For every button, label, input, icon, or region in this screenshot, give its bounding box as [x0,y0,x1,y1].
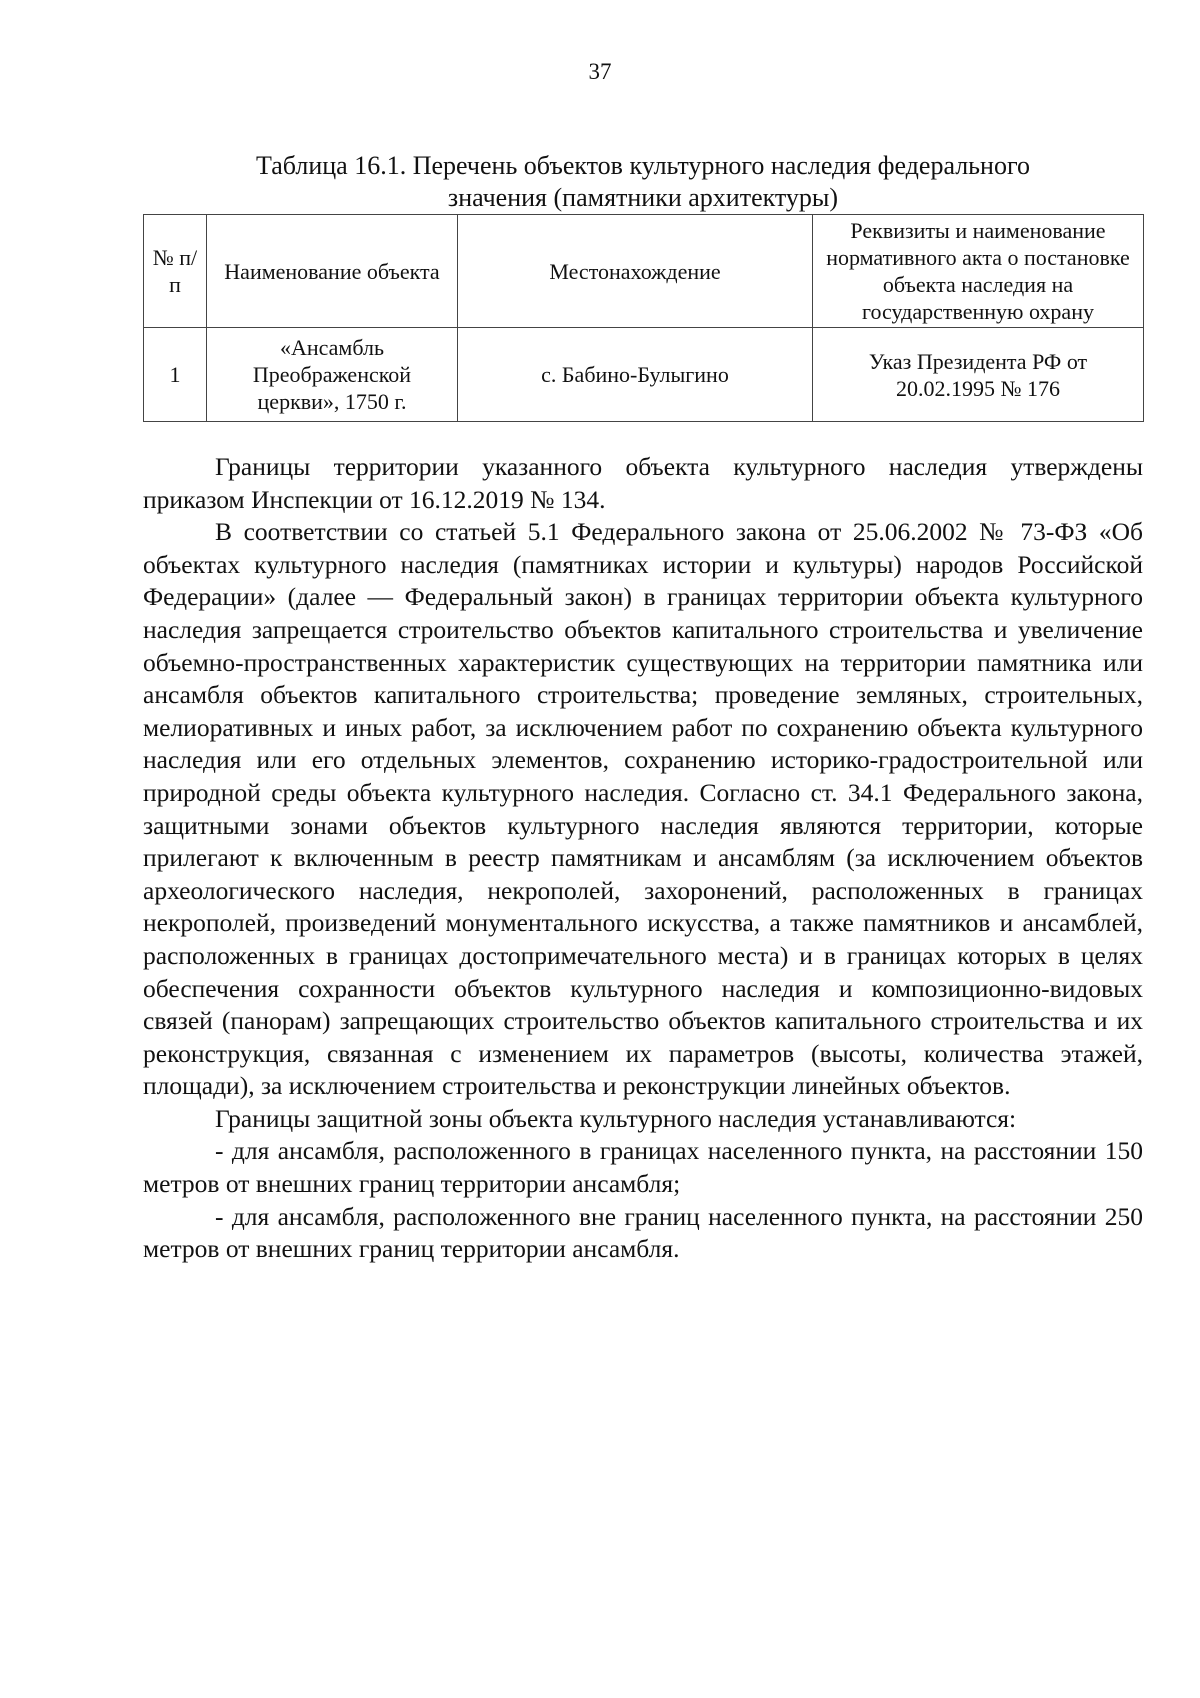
cell-number: 1 [144,328,207,422]
body-text [143,451,1143,1266]
list-item-outside-settlement: - для ансамбля, расположенного вне границ населенного пункта, на расстоянии 250 метров от внешних границ территории ансамбля. [143,1201,1143,1264]
cell-location: с. Бабино-Булыгино [458,328,813,422]
table-caption-line-1: Таблица 16.1. Перечень объектов культурного наследия федерального [256,151,1030,180]
table-caption [143,150,1143,214]
column-header-object-name: Наименование объекта [207,215,458,328]
paragraph-federal-law: В соответствии со статьей 5.1 Федерального закона от 25.06.2002 № 73-ФЗ «Об объектах культурного наследия (памятниках истории и культуры) народов Российской Федерации» (далее — Федеральный закон) в границах территории объекта культурного наследия запрещается строительство объектов капитального строительства и увеличение объемно-пространственных характеристик существующих на территории памятника или ансамбля объектов капитального строительства; проведение земляных, строительных, мелиоративных и иных работ, за исключением работ по сохранению объекта культурного наследия или его отдельных элементов, сохранению историко-градостроительной или природной среды объекта культурного наследия. Согласно ст. 34.1 Федерального закона, защитными зонами объектов культурного наследия являются территории, которые прилегают к включенным в реестр памятникам и ансамблям (за исключением объектов археологического наследия, некрополей, захоронений, расположенных в границах некрополей, произведений монументального искусства, а также памятников и ансамблей, расположенных в границах достопримечательного места) и в границах которых в целях обеспечения сохранности объектов культурного наследия и композиционно-видовых связей (панорам) запрещающих строительство объектов капитального строительства и их реконструкция, связанная с изменением их параметров (высоты, количества этажей, площади), за исключением строительства и реконструкции линейных объектов. [143,517,1143,1101]
column-header-number: № п/п [144,215,207,328]
column-header-location: Местонахождение [458,215,813,328]
column-header-legal-act: Реквизиты и наименование нормативного акта о постановке объекта наследия на государственную охрану [813,215,1144,328]
paragraph-territory-boundaries: Границы территории указанного объекта культурного наследия утверждены приказом Инспекции от 16.12.2019 № 134. [143,452,1143,514]
table-row [144,328,1144,422]
table-header-row [144,215,1144,328]
heritage-objects-table [143,214,1144,422]
list-item-inside-settlement: - для ансамбля, расположенного в границах населенного пункта, на расстоянии 150 метров от внешних границ территории ансамбля; [143,1136,1143,1199]
page-number: 37 [588,59,612,84]
cell-legal-act: Указ Президента РФ от 20.02.1995 № 176 [813,328,1144,422]
paragraph-protective-zone-intro: Границы защитной зоны объекта культурного наследия устанавливаются: [215,1103,1017,1133]
cell-object-name: «Ансамбль Преображенской церкви», 1750 г. [207,328,458,422]
table-caption-line-2: значения (памятники архитектуры) [447,183,839,212]
